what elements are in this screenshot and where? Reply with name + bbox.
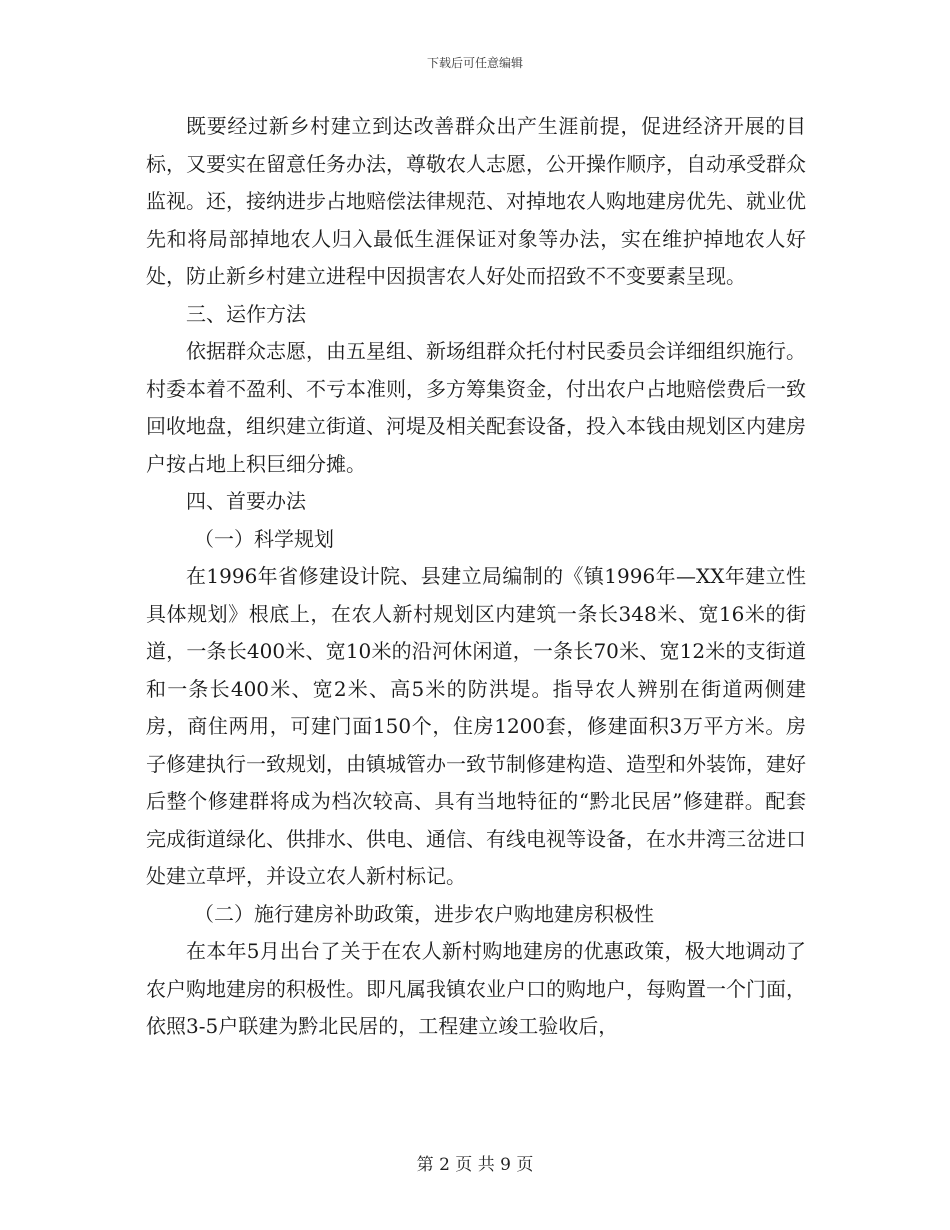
paragraph-subsidy: 在本年5月出台了关于在农人新村购地建房的优惠政策，极大地调动了农户购地建房的积极性。即凡属我镇农业户口的购地户，每购置一个门面，依照3-5户联建为黔北民居的，工程建立竣工验收后， [146,939,806,1038]
paragraph-operation: 依据群众志愿，由五星组、新场组群众托付村民委员会详细组织施行。村委本着不盈利、不亏本准则，多方筹集资金，付出农户占地赔偿费后一致回收地盘，组织建立街道、河堤及相关配套设备，投入本钱由规划区内建房户按占地上积巨细分摊。 [146,339,806,476]
page-header: 下载后可任意编辑 [426,56,523,70]
section-heading-3: 三、运作方法 [186,301,306,326]
subsection-heading-1: （一）科学规划 [194,526,334,551]
paragraph-intro: 既要经过新乡村建立到达改善群众出产生涯前提，促进经济开展的目标，又要实在留意任务办法，尊敬农人志愿，公开操作顺序，自动承受群众监视。还，接纳进步占地赔偿法律规范、对掉地农人购地建房优先、就业优先和将局部掉地农人归入最低生涯保证对象等办法，实在维护掉地农人好处，防止新乡村建立进程中因损害农人好处而招致不不变要素呈现。 [146,114,806,288]
section-heading-4: 四、首要办法 [186,489,306,513]
page-number: 第 2 页 共 9 页 [416,1155,534,1175]
document-body [146,108,806,1046]
paragraph-planning: 在1996年省修建设计院、县建立局编制的《镇1996年—XX年建立性具体规划》根底上，在农人新村规划区内建筑一条长348米、宽16米的街道，一条长400米、宽10米的沿河休闲道，一条长70米、宽12米的支街道和一条长400米、宽2米、高5米的防洪堤。指导农人辨别在街道两侧建房，商住两用，可建门面150个，住房1200套，修建面积3万平方米。房子修建执行一致规划，由镇城管办一致节制修建构造、造型和外装饰，建好后整个修建群将成为档次较高、具有当地特征的“黔北民居”修建群。配套完成街道绿化、供排水、供电、通信、有线电视等设备，在水井湾三岔进口处建立草坪，并设立农人新村标记。 [146,564,806,888]
subsection-heading-2: （二）施行建房补助政策，进步农户购地建房积极性 [194,901,654,926]
